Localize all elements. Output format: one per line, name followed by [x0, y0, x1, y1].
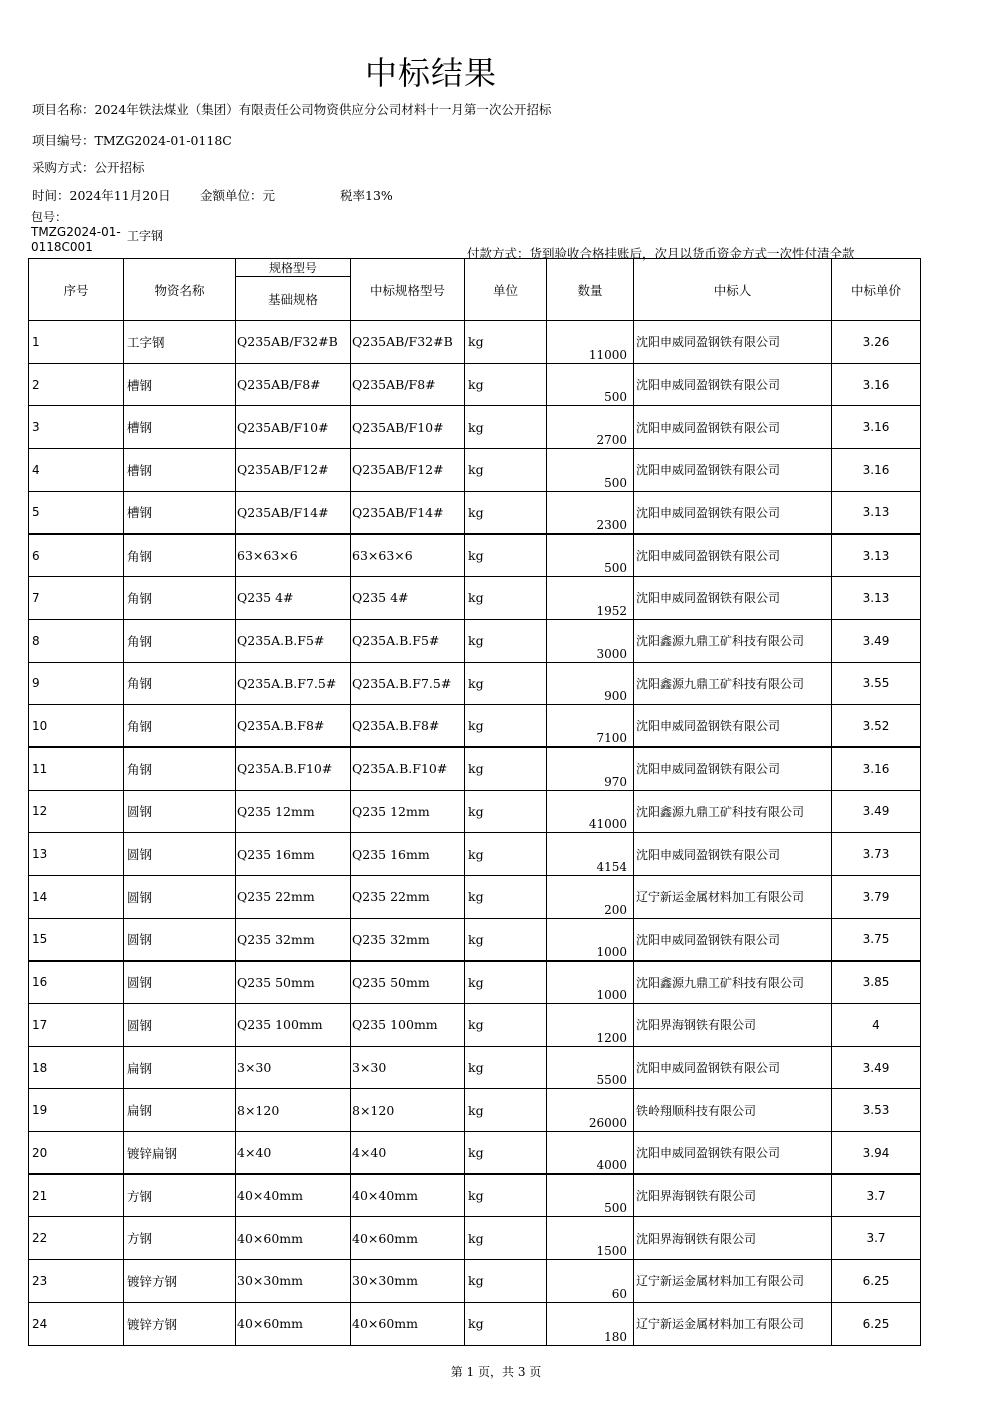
row-basic-spec: 30×30mm — [236, 1260, 351, 1303]
row-seq: 9 — [29, 662, 124, 705]
row-quantity: 1952 — [547, 577, 634, 620]
row-unit: kg — [465, 705, 547, 748]
row-quantity: 5500 — [547, 1046, 634, 1089]
row-unit: kg — [465, 321, 547, 364]
row-unit-price: 3.52 — [832, 705, 921, 748]
row-winner: 沈阳申威同盈钢铁有限公司 — [634, 363, 832, 406]
row-seq: 18 — [29, 1046, 124, 1089]
row-seq: 17 — [29, 1004, 124, 1047]
page-footer: 第 1 页，共 3 页 — [450, 1365, 542, 1379]
row-seq: 10 — [29, 705, 124, 748]
row-winner: 铁岭翔顺科技有限公司 — [634, 1089, 832, 1132]
header-spec-basic: 基础规格 — [236, 277, 351, 321]
row-quantity: 4000 — [547, 1132, 634, 1175]
row-unit: kg — [465, 363, 547, 406]
row-unit: kg — [465, 747, 547, 790]
row-bid-spec: Q235 12mm — [351, 790, 465, 833]
table-row — [29, 1260, 921, 1303]
table-row — [29, 1046, 921, 1089]
row-bid-spec: Q235 100mm — [351, 1004, 465, 1047]
row-material-name: 角钢 — [124, 577, 236, 620]
row-basic-spec: Q235A.B.F5# — [236, 619, 351, 662]
row-winner: 沈阳申威同盈钢铁有限公司 — [634, 918, 832, 961]
header-unit: 单位 — [465, 259, 547, 321]
row-material-name: 扁钢 — [124, 1046, 236, 1089]
package-code-line1: TMZG2024-01- — [31, 225, 121, 239]
header-price: 中标单价 — [832, 259, 921, 321]
row-seq: 20 — [29, 1132, 124, 1175]
table-row — [29, 790, 921, 833]
table-row — [29, 363, 921, 406]
row-unit-price: 3.79 — [832, 875, 921, 918]
row-unit-price: 6.25 — [832, 1302, 921, 1345]
row-unit: kg — [465, 833, 547, 876]
row-material-name: 圆钢 — [124, 833, 236, 876]
row-bid-spec: Q235 16mm — [351, 833, 465, 876]
row-seq: 23 — [29, 1260, 124, 1303]
row-unit-price: 3.49 — [832, 790, 921, 833]
row-unit-price: 3.94 — [832, 1132, 921, 1175]
row-basic-spec: Q235 22mm — [236, 875, 351, 918]
row-bid-spec: Q235A.B.F7.5# — [351, 662, 465, 705]
row-material-name: 镀锌方钢 — [124, 1260, 236, 1303]
table-row — [29, 577, 921, 620]
row-seq: 16 — [29, 961, 124, 1004]
row-unit: kg — [465, 534, 547, 577]
row-quantity: 500 — [547, 534, 634, 577]
package-code-line2: 0118C001 — [31, 240, 93, 254]
row-bid-spec: Q235 4# — [351, 577, 465, 620]
row-quantity: 2300 — [547, 491, 634, 534]
row-bid-spec: 40×40mm — [351, 1174, 465, 1217]
table-row — [29, 1174, 921, 1217]
row-seq: 19 — [29, 1089, 124, 1132]
row-bid-spec: 8×120 — [351, 1089, 465, 1132]
row-material-name: 圆钢 — [124, 875, 236, 918]
row-seq: 13 — [29, 833, 124, 876]
row-bid-spec: Q235AB/F14# — [351, 491, 465, 534]
header-bid-spec: 中标规格型号 — [351, 259, 465, 321]
row-winner: 辽宁新运金属材料加工有限公司 — [634, 1260, 832, 1303]
row-material-name: 方钢 — [124, 1217, 236, 1260]
table-row — [29, 1004, 921, 1047]
header-material: 物资名称 — [124, 259, 236, 321]
row-basic-spec: Q235 16mm — [236, 833, 351, 876]
row-unit: kg — [465, 577, 547, 620]
table-row — [29, 961, 921, 1004]
row-basic-spec: 40×60mm — [236, 1217, 351, 1260]
row-material-name: 槽钢 — [124, 406, 236, 449]
row-quantity: 4154 — [547, 833, 634, 876]
row-quantity: 11000 — [547, 321, 634, 364]
row-quantity: 26000 — [547, 1089, 634, 1132]
row-seq: 8 — [29, 619, 124, 662]
row-bid-spec: 3×30 — [351, 1046, 465, 1089]
row-unit-price: 3.13 — [832, 491, 921, 534]
row-unit-price: 3.55 — [832, 662, 921, 705]
row-quantity: 7100 — [547, 705, 634, 748]
row-unit-price: 3.75 — [832, 918, 921, 961]
row-unit-price: 3.7 — [832, 1217, 921, 1260]
table-row — [29, 534, 921, 577]
row-material-name: 角钢 — [124, 705, 236, 748]
row-quantity: 500 — [547, 363, 634, 406]
row-bid-spec: Q235 50mm — [351, 961, 465, 1004]
row-unit: kg — [465, 1004, 547, 1047]
row-unit-price: 3.49 — [832, 1046, 921, 1089]
header-spec-group: 规格型号 — [236, 259, 351, 277]
row-basic-spec: 8×120 — [236, 1089, 351, 1132]
table-row — [29, 491, 921, 534]
package-name: 工字钢 — [127, 229, 164, 243]
row-seq: 24 — [29, 1302, 124, 1345]
row-basic-spec: 40×60mm — [236, 1302, 351, 1345]
row-seq: 2 — [29, 363, 124, 406]
row-unit: kg — [465, 875, 547, 918]
row-seq: 12 — [29, 790, 124, 833]
row-basic-spec: Q235AB/F14# — [236, 491, 351, 534]
row-basic-spec: Q235A.B.F10# — [236, 747, 351, 790]
row-unit: kg — [465, 1260, 547, 1303]
row-seq: 6 — [29, 534, 124, 577]
row-unit: kg — [465, 662, 547, 705]
table-row — [29, 918, 921, 961]
project-code: 项目编号：TMZG2024-01-0118C — [32, 133, 232, 148]
row-basic-spec: 40×40mm — [236, 1174, 351, 1217]
table-row — [29, 321, 921, 364]
row-winner: 沈阳鑫源九鼎工矿科技有限公司 — [634, 961, 832, 1004]
row-basic-spec: Q235A.B.F8# — [236, 705, 351, 748]
row-winner: 辽宁新运金属材料加工有限公司 — [634, 875, 832, 918]
row-winner: 沈阳申威同盈钢铁有限公司 — [634, 491, 832, 534]
row-quantity: 1500 — [547, 1217, 634, 1260]
row-winner: 沈阳鑫源九鼎工矿科技有限公司 — [634, 662, 832, 705]
row-bid-spec: Q235 32mm — [351, 918, 465, 961]
row-material-name: 槽钢 — [124, 491, 236, 534]
row-unit: kg — [465, 449, 547, 492]
row-bid-spec: Q235AB/F8# — [351, 363, 465, 406]
row-bid-spec: Q235AB/F10# — [351, 406, 465, 449]
row-unit-price: 3.16 — [832, 363, 921, 406]
row-winner: 沈阳界海钢铁有限公司 — [634, 1174, 832, 1217]
row-winner: 沈阳申威同盈钢铁有限公司 — [634, 833, 832, 876]
row-material-name: 镀锌方钢 — [124, 1302, 236, 1345]
row-winner: 沈阳申威同盈钢铁有限公司 — [634, 449, 832, 492]
row-basic-spec: Q235 100mm — [236, 1004, 351, 1047]
row-material-name: 角钢 — [124, 619, 236, 662]
row-material-name: 圆钢 — [124, 1004, 236, 1047]
row-unit-price: 3.53 — [832, 1089, 921, 1132]
row-bid-spec: 40×60mm — [351, 1302, 465, 1345]
row-bid-spec: Q235A.B.F8# — [351, 705, 465, 748]
row-unit-price: 3.7 — [832, 1174, 921, 1217]
row-seq: 11 — [29, 747, 124, 790]
row-unit: kg — [465, 918, 547, 961]
row-material-name: 圆钢 — [124, 790, 236, 833]
row-unit: kg — [465, 1089, 547, 1132]
row-quantity: 1000 — [547, 918, 634, 961]
row-quantity: 500 — [547, 1174, 634, 1217]
row-unit: kg — [465, 406, 547, 449]
row-material-name: 角钢 — [124, 534, 236, 577]
row-basic-spec: Q235 32mm — [236, 918, 351, 961]
row-quantity: 500 — [547, 449, 634, 492]
row-basic-spec: Q235 12mm — [236, 790, 351, 833]
currency-unit: 金额单位：元 — [200, 188, 276, 203]
bid-time: 时间：2024年11月20日 — [32, 188, 171, 203]
row-unit-price: 3.73 — [832, 833, 921, 876]
row-unit-price: 3.85 — [832, 961, 921, 1004]
row-seq: 1 — [29, 321, 124, 364]
row-unit-price: 3.13 — [832, 534, 921, 577]
row-seq: 14 — [29, 875, 124, 918]
row-bid-spec: 30×30mm — [351, 1260, 465, 1303]
row-material-name: 扁钢 — [124, 1089, 236, 1132]
table-row — [29, 1217, 921, 1260]
table-row — [29, 449, 921, 492]
row-unit-price: 3.16 — [832, 449, 921, 492]
row-basic-spec: Q235 50mm — [236, 961, 351, 1004]
row-material-name: 圆钢 — [124, 961, 236, 1004]
row-unit: kg — [465, 1174, 547, 1217]
table-row — [29, 833, 921, 876]
table-row — [29, 619, 921, 662]
row-quantity: 2700 — [547, 406, 634, 449]
row-material-name: 镀锌扁钢 — [124, 1132, 236, 1175]
header-seq: 序号 — [29, 259, 124, 321]
row-unit: kg — [465, 491, 547, 534]
row-quantity: 970 — [547, 747, 634, 790]
row-unit: kg — [465, 961, 547, 1004]
row-bid-spec: Q235AB/F32#B — [351, 321, 465, 364]
row-material-name: 方钢 — [124, 1174, 236, 1217]
table-row — [29, 662, 921, 705]
row-unit-price: 3.16 — [832, 747, 921, 790]
row-quantity: 1000 — [547, 961, 634, 1004]
row-winner: 辽宁新运金属材料加工有限公司 — [634, 1302, 832, 1345]
row-material-name: 工字钢 — [124, 321, 236, 364]
bid-results-table — [28, 258, 921, 1346]
row-material-name: 槽钢 — [124, 449, 236, 492]
row-basic-spec: Q235AB/F10# — [236, 406, 351, 449]
row-seq: 21 — [29, 1174, 124, 1217]
header-quantity: 数量 — [547, 259, 634, 321]
row-bid-spec: Q235AB/F12# — [351, 449, 465, 492]
row-quantity: 41000 — [547, 790, 634, 833]
row-quantity: 180 — [547, 1302, 634, 1345]
row-quantity: 900 — [547, 662, 634, 705]
row-basic-spec: 3×30 — [236, 1046, 351, 1089]
row-material-name: 圆钢 — [124, 918, 236, 961]
row-seq: 5 — [29, 491, 124, 534]
row-winner: 沈阳界海钢铁有限公司 — [634, 1004, 832, 1047]
row-winner: 沈阳申威同盈钢铁有限公司 — [634, 577, 832, 620]
row-winner: 沈阳鑫源九鼎工矿科技有限公司 — [634, 790, 832, 833]
payment-terms: 付款方式：货到验收合格挂账后，次月以货币资金方式一次性付清全款 — [467, 246, 855, 261]
package-label: 包号： — [31, 210, 68, 224]
row-basic-spec: Q235AB/F8# — [236, 363, 351, 406]
row-winner: 沈阳申威同盈钢铁有限公司 — [634, 1046, 832, 1089]
row-winner: 沈阳申威同盈钢铁有限公司 — [634, 406, 832, 449]
table-row — [29, 705, 921, 748]
row-unit-price: 3.26 — [832, 321, 921, 364]
table-row — [29, 875, 921, 918]
row-unit-price: 3.13 — [832, 577, 921, 620]
row-winner: 沈阳申威同盈钢铁有限公司 — [634, 705, 832, 748]
row-winner: 沈阳鑫源九鼎工矿科技有限公司 — [634, 619, 832, 662]
row-seq: 7 — [29, 577, 124, 620]
table-row — [29, 747, 921, 790]
row-winner: 沈阳申威同盈钢铁有限公司 — [634, 534, 832, 577]
row-bid-spec: Q235A.B.F5# — [351, 619, 465, 662]
row-bid-spec: Q235A.B.F10# — [351, 747, 465, 790]
row-quantity: 60 — [547, 1260, 634, 1303]
row-unit: kg — [465, 1217, 547, 1260]
row-seq: 3 — [29, 406, 124, 449]
table-row — [29, 1132, 921, 1175]
header-winner: 中标人 — [634, 259, 832, 321]
row-unit: kg — [465, 790, 547, 833]
row-winner: 沈阳界海钢铁有限公司 — [634, 1217, 832, 1260]
row-basic-spec: Q235AB/F12# — [236, 449, 351, 492]
row-basic-spec: Q235AB/F32#B — [236, 321, 351, 364]
procurement-method: 采购方式：公开招标 — [32, 160, 145, 175]
row-unit-price: 4 — [832, 1004, 921, 1047]
project-name: 项目名称：2024年铁法煤业（集团）有限责任公司物资供应分公司材料十一月第一次公开招标 — [32, 102, 552, 117]
row-unit: kg — [465, 619, 547, 662]
table-row — [29, 406, 921, 449]
row-bid-spec: 63×63×6 — [351, 534, 465, 577]
row-unit: kg — [465, 1132, 547, 1175]
row-bid-spec: 4×40 — [351, 1132, 465, 1175]
row-material-name: 角钢 — [124, 662, 236, 705]
row-bid-spec: 40×60mm — [351, 1217, 465, 1260]
row-quantity: 3000 — [547, 619, 634, 662]
row-unit-price: 6.25 — [832, 1260, 921, 1303]
row-material-name: 槽钢 — [124, 363, 236, 406]
row-unit-price: 3.49 — [832, 619, 921, 662]
row-basic-spec: Q235A.B.F7.5# — [236, 662, 351, 705]
table-row — [29, 1089, 921, 1132]
row-material-name: 角钢 — [124, 747, 236, 790]
row-basic-spec: Q235 4# — [236, 577, 351, 620]
row-basic-spec: 63×63×6 — [236, 534, 351, 577]
row-seq: 22 — [29, 1217, 124, 1260]
row-winner: 沈阳申威同盈钢铁有限公司 — [634, 747, 832, 790]
row-seq: 15 — [29, 918, 124, 961]
table-row — [29, 1302, 921, 1345]
tax-rate: 税率13% — [340, 188, 393, 203]
row-winner: 沈阳申威同盈钢铁有限公司 — [634, 1132, 832, 1175]
row-seq: 4 — [29, 449, 124, 492]
row-winner: 沈阳申威同盈钢铁有限公司 — [634, 321, 832, 364]
row-unit: kg — [465, 1302, 547, 1345]
row-quantity: 200 — [547, 875, 634, 918]
row-quantity: 1200 — [547, 1004, 634, 1047]
row-unit: kg — [465, 1046, 547, 1089]
row-bid-spec: Q235 22mm — [351, 875, 465, 918]
row-basic-spec: 4×40 — [236, 1132, 351, 1175]
row-unit-price: 3.16 — [832, 406, 921, 449]
page-title: 中标结果 — [364, 54, 497, 92]
